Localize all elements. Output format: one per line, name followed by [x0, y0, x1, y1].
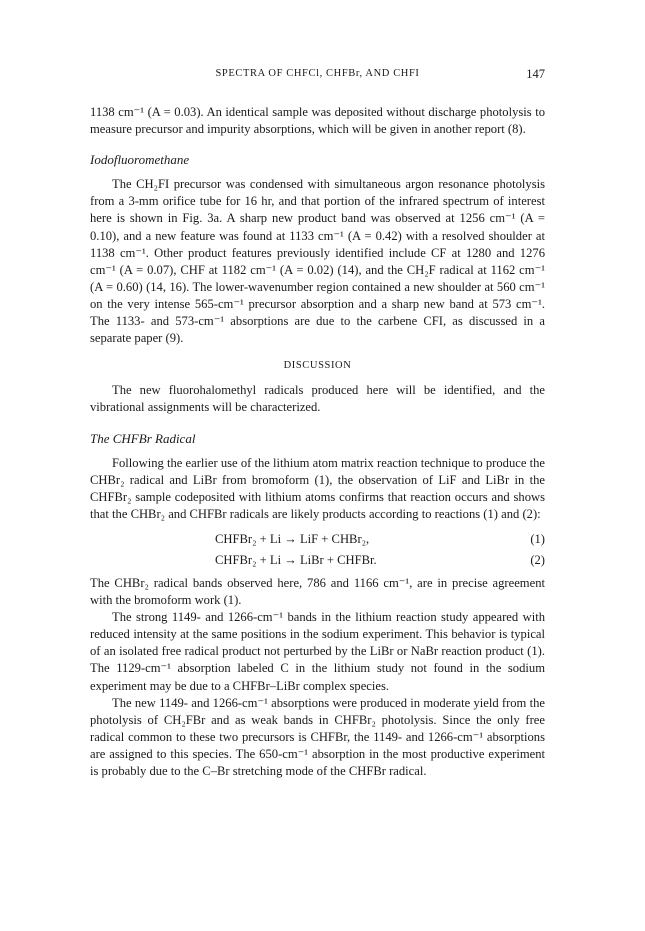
equations	[90, 529, 545, 571]
heading-discussion: DISCUSSION	[283, 360, 352, 372]
paragraph-sodium-experiment: The strong 1149- and 1266-cm⁻¹ bands in the lithium reaction study appeared with reduced intensity at the same positions in the sodium experiment. This behavior is typical of an isolated free radical product not perturbed by the LiBr or NaBr reaction product (1). The 1129-cm⁻¹ absorption labeled C in the lithium study not found in the sodium experiment may be due to a CHFBr–LiBr complex species.	[90, 610, 545, 693]
equation-2	[90, 550, 545, 571]
equation-2-number: (2)	[530, 552, 545, 567]
article-body	[90, 104, 545, 780]
paragraph-assignment: The new 1149- and 1266-cm⁻¹ absorptions were produced in moderate yield from the photolysis of CH₂FBr and as weak bands in CHFBr₂ photolysis. Since the only free radical common to these two precursors is CHFBr, the 1149- and 1266-cm⁻¹ absorptions are assigned to this species. The 650-cm⁻¹ absorption in the most productive experiment is probably due to the C–Br stretching mode of the CHFBr radical.	[90, 695, 545, 778]
paragraph-discussion-intro: The new fluorohalomethyl radicals produced here will be identified, and the vibrational assignments will be characterized.	[90, 383, 545, 415]
paragraph-continuation: 1138 cm⁻¹ (A = 0.03). An identical sample was deposited without discharge photolysis to measure precursor and impurity absorptions, which will be given in another report (8).	[90, 105, 545, 137]
paragraph-lithium-reaction: Following the earlier use of the lithium atom matrix reaction technique to produce the CHBr₂ radical and LiBr from bromoform (1), the observation of LiF and LiBr in the CHFBr₂ sample codeposited with lithium atoms confirms that reaction occurs and shows that the CHBr₂ and CHFBr radicals are likely products according to reactions (1) and (2):	[90, 455, 545, 521]
paragraph-iodofluoromethane: The CH₂FI precursor was condensed with simultaneous argon resonance photolysis from a 3-mm orifice tube for 16 hr, and that portion of the infrared spectrum of interest here is shown in Fig. 3a. A sharp new product band was observed at 1256 cm⁻¹ (A = 0.10), and a new feature was found at 1133 cm⁻¹ (A = 0.42) with a resolved shoulder at 1138 cm⁻¹. Other product features previously identified include CF at 1280 and 1276 cm⁻¹ (A = 0.07), CHF at 1182 cm⁻¹ (A = 0.02) (14), and the CH₂F radical at 1162 cm⁻¹ (A = 0.60) (14, 16). The lower-wavenumber region contained a new shoulder at 560 cm⁻¹ on the very intense 565-cm⁻¹ precursor absorption and a sharp new band at 573 cm⁻¹. The 1133- and 573-cm⁻¹ absorptions are due to the carbene CFI, as discussed in a separate paper (9).	[90, 177, 545, 346]
equation-2-expression: CHFBr₂ + Li → LiBr + CHFBr.	[215, 552, 377, 567]
page-header	[90, 68, 545, 84]
subheading-chfbr-radical: The CHFBr Radical	[90, 430, 196, 446]
equation-1-expression: CHFBr₂ + Li → LiF + CHBr₂,	[215, 531, 370, 546]
subheading-iodofluoromethane: Iodofluoromethane	[90, 152, 190, 168]
running-title: SPECTRA OF CHFCl, CHFBr, AND CHFI	[215, 68, 420, 79]
paragraph-chbr2-bands: The CHBr₂ radical bands observed here, 786 and 1166 cm⁻¹, are in precise agreement with the bromoform work (1).	[90, 575, 545, 608]
page-number: 147	[526, 67, 545, 81]
equation-1-number: (1)	[530, 531, 545, 546]
equation-1	[90, 529, 545, 550]
